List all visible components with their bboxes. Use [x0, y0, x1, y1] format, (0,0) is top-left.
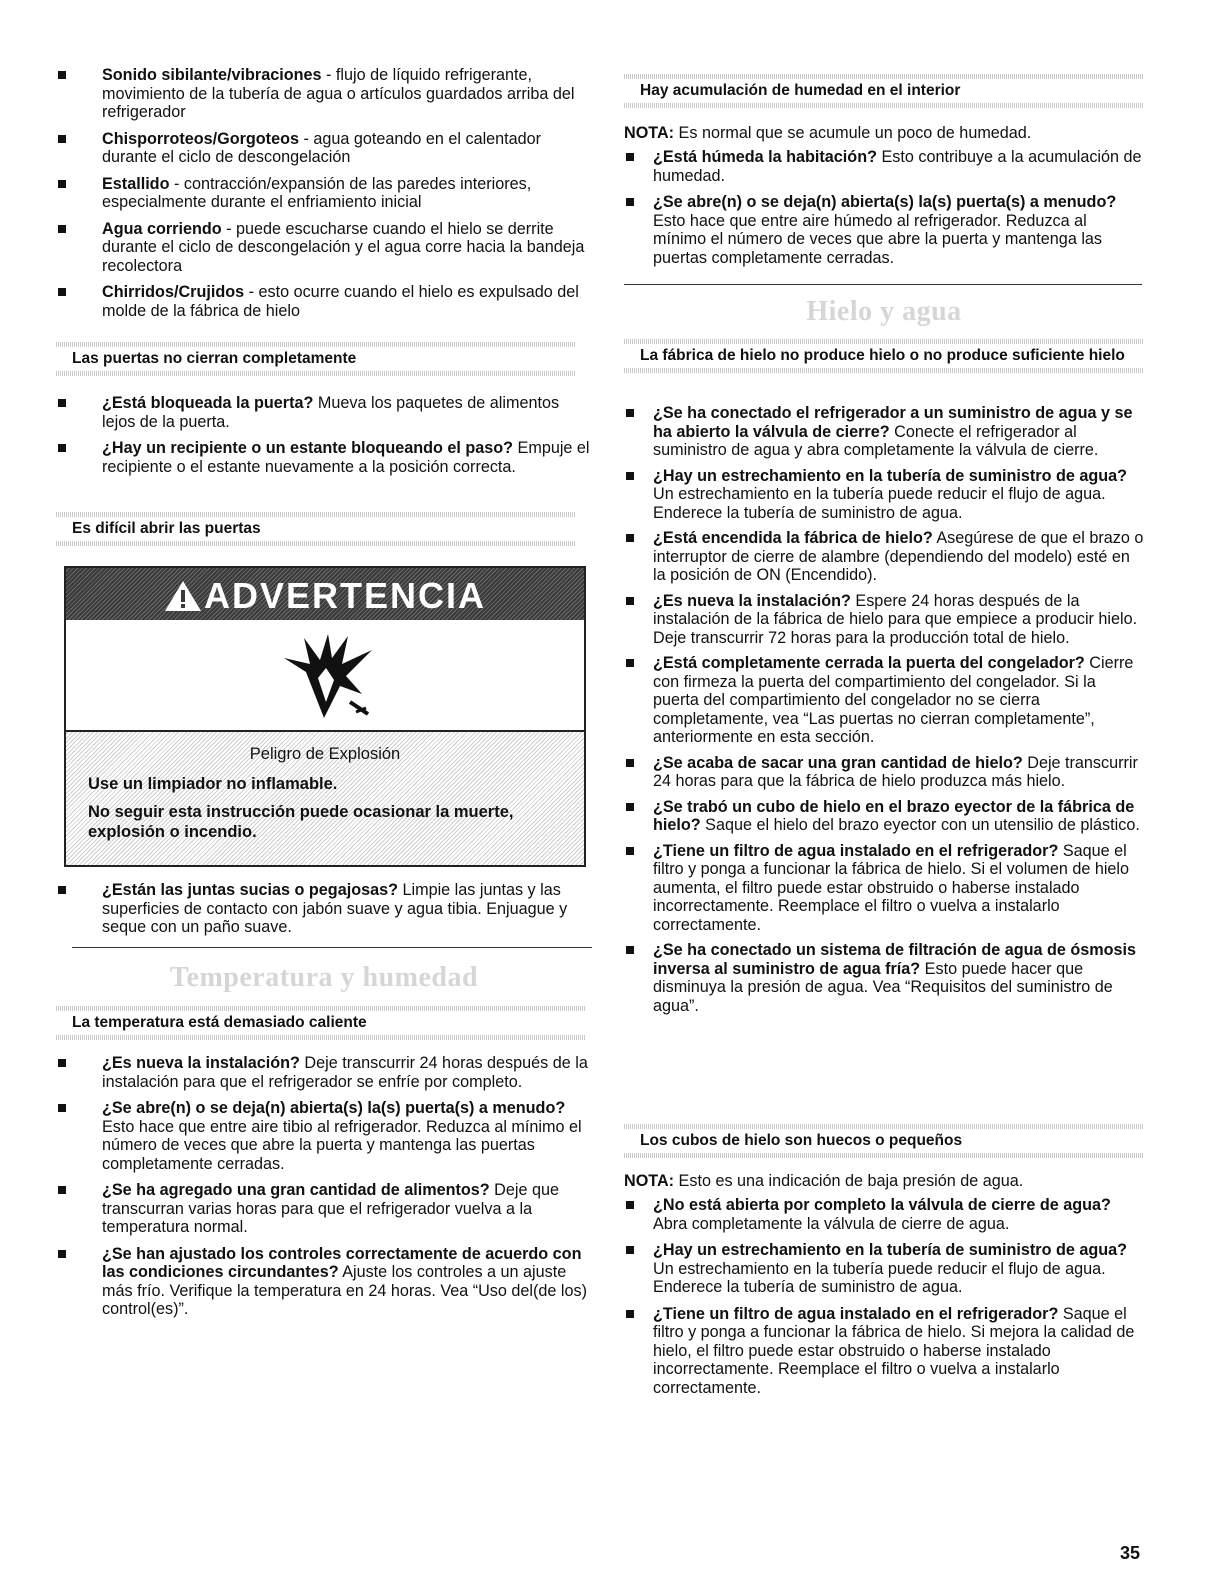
- list-item: ¿Están las juntas sucias o pegajosas? Limpie las juntas y las superficies de contacto con jabón suave y agua tibia. Enjuague y seque con un paño suave.: [56, 881, 592, 937]
- list-item: ¿Está encendida la fábrica de hielo? Asegúrese de que el brazo o interruptor de cierre de alambre (dependiendo del modelo) esté en la posición de ON (Encendido).: [624, 529, 1144, 585]
- warning-triangle-icon: [164, 580, 202, 612]
- list-item: ¿Se abre(n) o se deja(n) abierta(s) la(s) puerta(s) a menudo? Esto hace que entre aire tibio al refrigerador. Reduzca al mínimo el número de veces que abre la puerta y mantenga las puertas completamente cerradas.: [56, 1099, 592, 1173]
- noise-list: [56, 66, 592, 328]
- list-item: ¿Se acaba de sacar una gran cantidad de hielo? Deje transcurrir 24 horas para que la fábrica de hielo produzca más hielo.: [624, 754, 1144, 791]
- list-item: ¿No está abierta por completo la válvula de cierre de agua? Abra completamente la válvula de cierre de agua.: [624, 1196, 1144, 1233]
- list-item: ¿Se ha conectado un sistema de filtración de agua de ósmosis inversa al suministro de agua fría? Esto puede hacer que disminuya la presión de agua. Vea “Requisitos del suministro de agua”.: [624, 941, 1144, 1015]
- list-item: ¿Tiene un filtro de agua instalado en el refrigerador? Saque el filtro y ponga a funcionar la fábrica de hielo. Si mejora la calidad de hielo, el filtro puede estar obstruido o haberse instalado incorrectamente. Reemplace el filtro o vuelva a instalarlo correctamente.: [624, 1305, 1144, 1398]
- list-item: ¿Es nueva la instalación? Espere 24 horas después de la instalación de la fábrica de hielo para que empiece a producir hielo. Deje transcurrir 72 horas para la producción total de hielo.: [624, 592, 1144, 648]
- doors-heading: Las puertas no cierran completamente: [56, 342, 576, 376]
- page-number: 35: [1120, 1543, 1141, 1563]
- list-item: ¿Se ha conectado el refrigerador a un suministro de agua y se ha abierto la válvula de cierre? Conecte el refrigerador al suministro de agua y abra completamente la válvula de cierre.: [624, 404, 1144, 460]
- warning-line-2: No seguir esta instrucción puede ocasionar la muerte, explosión o incendio.: [88, 803, 514, 841]
- hazard-label: Peligro de Explosión: [249, 745, 401, 763]
- humidity-note: NOTA: Es normal que se acumule un poco de humedad.: [624, 124, 1032, 142]
- temp-list: [56, 1054, 592, 1327]
- warning-title: ADVERTENCIA: [66, 577, 584, 615]
- list-item: ¿Se ha agregado una gran cantidad de alimentos? Deje que transcurran varias horas para que el refrigerador vuelva a la temperatura normal.: [56, 1181, 592, 1237]
- temp-heading: La temperatura está demasiado caliente: [56, 1006, 586, 1040]
- warning-text: [66, 732, 584, 865]
- list-item: Chirridos/Crujidos - esto ocurre cuando el hielo es expulsado del molde de la fábrica de hielo: [56, 283, 592, 320]
- warning-box: [64, 566, 586, 867]
- list-item: Agua corriendo - puede escucharse cuando el hielo se derrite durante el ciclo de descongelación y el agua corre hacia la bandeja recolectora: [56, 220, 592, 276]
- gasket-list: [56, 881, 592, 945]
- list-item: ¿Hay un estrechamiento en la tubería de suministro de agua? Un estrechamiento en la tubería puede reducir el flujo de agua. Enderece la tubería de suministro de agua.: [624, 1241, 1144, 1297]
- list-item: ¿Está húmeda la habitación? Esto contribuye a la acumulación de humedad.: [624, 148, 1144, 185]
- list-item: ¿Se trabó un cubo de hielo en el brazo eyector de la fábrica de hielo? Saque el hielo del brazo eyector con un utensilio de plástico.: [624, 798, 1144, 835]
- divider: [72, 947, 592, 948]
- hard-open-heading: Es difícil abrir las puertas: [56, 512, 576, 546]
- list-item: ¿Está completamente cerrada la puerta del congelador? Cierre con firmeza la puerta del compartimiento del congelador. Si la puerta del compartimiento del congelador no se cierra completamente, vea “Las puertas no cierran completamente”, anteriormente en esta sección.: [624, 654, 1144, 747]
- cubes-heading: Los cubos de hielo son huecos o pequeños: [624, 1124, 1144, 1158]
- warning-header: [66, 568, 584, 620]
- list-item: Chisporroteos/Gorgoteos - agua goteando en el calentador durante el ciclo de descongelación: [56, 130, 592, 167]
- section-title-ice: Hielo y agua: [806, 296, 962, 327]
- list-item: ¿Tiene un filtro de agua instalado en el refrigerador? Saque el filtro y ponga a funcionar la fábrica de hielo. Si el volumen de hielo aumenta, el filtro puede estar obstruido o haberse instalado incorrectamente. Reemplace el filtro o vuelva a instalarlo correctamente.: [624, 842, 1144, 935]
- list-item: Estallido - contracción/expansión de las paredes interiores, especialmente durante el enfriamiento inicial: [56, 175, 592, 212]
- section-title-temperature: Temperatura y humedad: [169, 962, 479, 993]
- humidity-heading: Hay acumulación de humedad en el interior: [624, 74, 1144, 108]
- cubes-list: [624, 1196, 1144, 1405]
- list-item: ¿Está bloqueada la puerta? Mueva los paquetes de alimentos lejos de la puerta.: [56, 394, 592, 431]
- cubes-note: NOTA: Esto es una indicación de baja presión de agua.: [624, 1172, 1024, 1190]
- list-item: ¿Es nueva la instalación? Deje transcurrir 24 horas después de la instalación para que el refrigerador se enfríe por completo.: [56, 1054, 592, 1091]
- explosion-illustration: [66, 620, 584, 732]
- ice-list: [624, 404, 1144, 1022]
- list-item: ¿Se han ajustado los controles correctamente de acuerdo con las condiciones circundantes? Ajuste los controles a un ajuste más frío. Verifique la temperatura en 24 horas. Vea “Uso del(de los) control(es)”.: [56, 1245, 592, 1319]
- list-item: ¿Hay un estrechamiento en la tubería de suministro de agua? Un estrechamiento en la tubería puede reducir el flujo de agua. Enderece la tubería de suministro de agua.: [624, 467, 1144, 523]
- ice-heading: La fábrica de hielo no produce hielo o no produce suficiente hielo: [624, 339, 1144, 373]
- humidity-list: [624, 148, 1144, 275]
- list-item: ¿Se abre(n) o se deja(n) abierta(s) la(s) puerta(s) a menudo? Esto hace que entre aire húmedo al refrigerador. Reduzca al mínimo el número de veces que abre la puerta y mantenga las puertas completamente cerradas.: [624, 193, 1144, 267]
- warning-line-1: Use un limpiador no inflamable.: [88, 775, 338, 793]
- divider: [624, 284, 1142, 285]
- list-item: ¿Hay un recipiente o un estante bloqueando el paso? Empuje el recipiente o el estante nuevamente a la posición correcta.: [56, 439, 592, 476]
- explosion-icon: [276, 632, 376, 722]
- list-item: Sonido sibilante/vibraciones - flujo de líquido refrigerante, movimiento de la tubería de agua o artículos guardados arriba del refrigerador: [56, 66, 592, 122]
- doors-list: [56, 394, 592, 484]
